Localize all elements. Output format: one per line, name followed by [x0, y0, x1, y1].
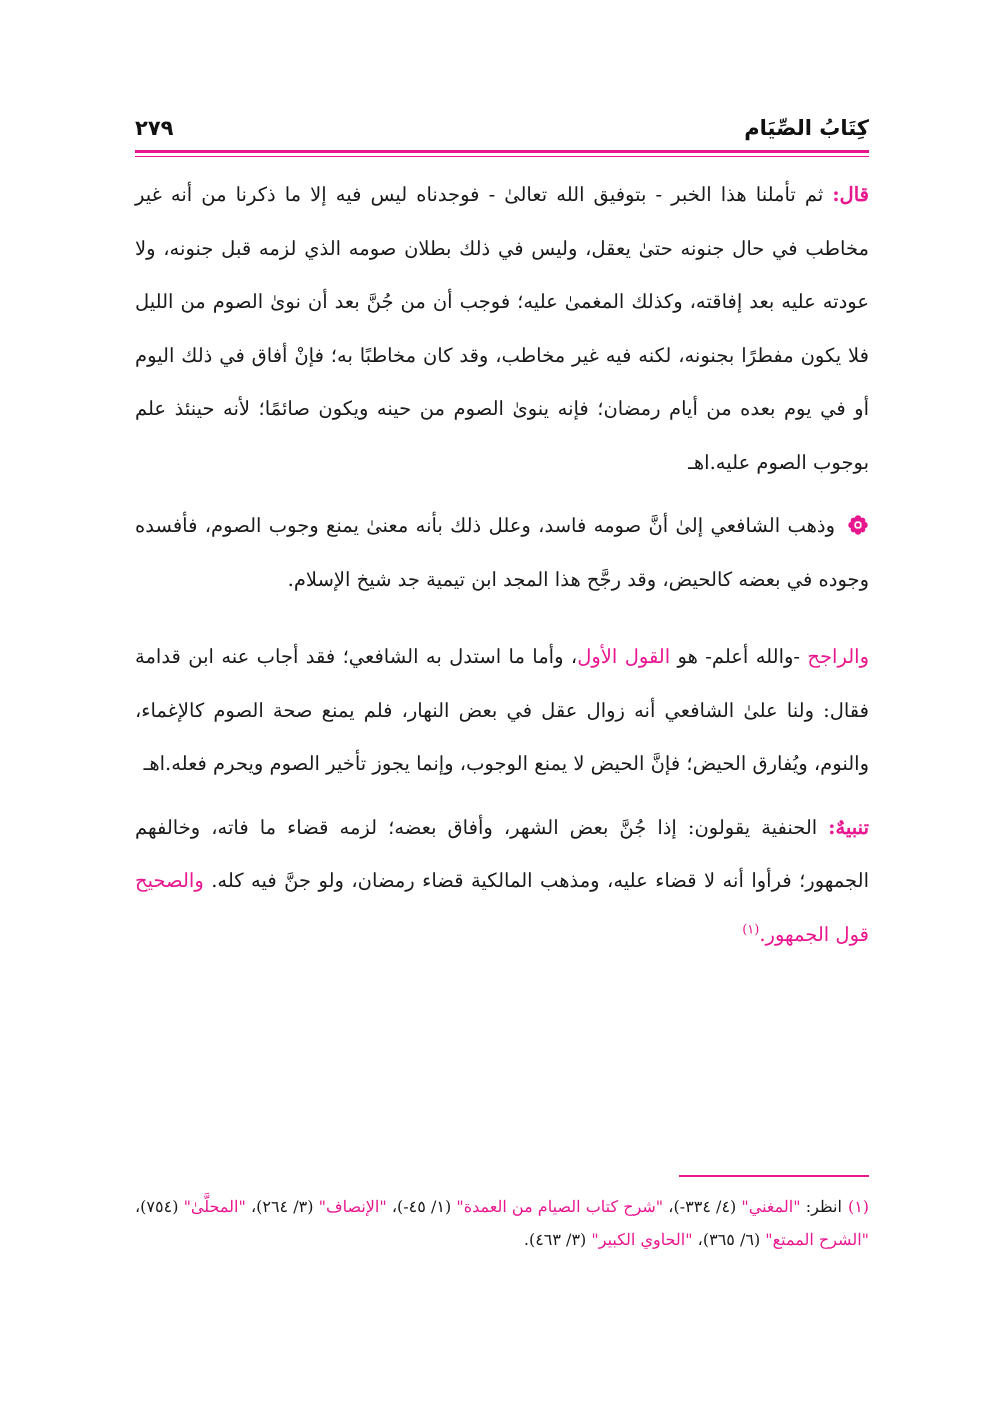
paragraph-3-part1: -والله أعلم- هو: [670, 645, 808, 668]
footnote-source-5: "الشرح الممتع": [765, 1230, 869, 1249]
footnote-ref-2: (١/ ٤٥-)،: [386, 1197, 457, 1216]
header-rule-thick: [135, 150, 869, 153]
footnotes: [135, 1190, 869, 1256]
footnote-ref-6: (٣/ ٤٦٣).: [523, 1230, 592, 1249]
page-header: [135, 112, 869, 148]
paragraph-3: [135, 630, 869, 791]
footnote-source-1: "المغني": [741, 1197, 801, 1216]
book-title: كِتَابُ الصِّيَام: [744, 116, 869, 140]
paragraph-1-text: ثم تأملنا هذا الخبر - بتوفيق الله تعالىٰ - فوجدناه ليس فيه إلا ما ذكرنا من أنه غير مخاطب في حال جنونه حتىٰ يعقل، وليس في ذلك بطلان صومه الذي لزمه قبل جنونه، ولا عودته عليه بعد إفاقته، وكذلك المغمىٰ عليه؛ فوجب أن من جُنَّ بعد أن نوىٰ الصوم من الليل فلا يكون مفطرًا بجنونه، لكنه فيه غير مخاطب، وقد كان مخاطبًا به؛ فإنْ أفاق في ذلك اليوم أو في يوم بعده من أيام رمضان؛ فإنه ينوىٰ الصوم من حينه ويكون صائمًا؛ لأنه حينئذ علم بوجوب الصوم عليه.اهـ: [135, 183, 869, 474]
paragraph-4-lead: تنبيهٌ:: [828, 815, 869, 839]
footnote-prefix: انظر:: [800, 1197, 842, 1216]
footnote-reference[interactable]: (١): [742, 922, 760, 937]
footnote-ref-3: (٣/ ٢٦٤)،: [245, 1197, 319, 1216]
footnote-ref-1: (٤/ ٣٣٤-)،: [663, 1197, 742, 1216]
footnote-source-2: "شرح كتاب الصيام من العمدة": [456, 1197, 664, 1216]
paragraph-1: [135, 168, 869, 489]
paragraph-2: [135, 499, 869, 606]
footnote-1: [135, 1190, 869, 1256]
paragraph-3-highlight: القول الأول: [577, 645, 671, 668]
header-rule-thin: [135, 156, 869, 157]
page-number: ٢٧٩: [135, 116, 174, 140]
footnote-source-6: "الحاوي الكبير": [591, 1230, 693, 1249]
paragraph-2-text: وذهب الشافعي إلىٰ أنَّ صومه فاسد، وعلل ذلك بأنه معنىٰ يمنع وجوب الصوم، فأفسده وجوده في بعضه كالحيض، وقد رجَّح هذا المجد ابن تيمية جد شيخ الإسلام.: [135, 514, 869, 591]
main-text: [135, 168, 869, 961]
footnote-ref-5: (٦/ ٣٦٥)،: [692, 1230, 766, 1249]
paragraph-3-part2: ، وأما ما استدل به الشافعي؛ فقد أجاب عنه ابن قدامة فقال: ولنا علىٰ الشافعي أنه زوال عقل في بعض النهار، فلم يمنع صحة الصوم كالإغماء، والنوم، ويُفارق الحيض؛ فإنَّ الحيض لا يمنع الوجوب، وإنما يجوز تأخير الصوم ويحرم فعله.اهـ: [135, 645, 869, 775]
flower-ornament-icon: [847, 514, 869, 536]
paragraph-1-lead: قال:: [832, 183, 869, 206]
paragraph-4-conclusion: والصحيح قول الجمهور.: [135, 869, 869, 946]
footnote-rule: [679, 1175, 869, 1177]
paragraph-4-text: الحنفية يقولون: إذا جُنَّ بعض الشهر، وأفاق بعضه؛ لزمه قضاء ما فاته، وخالفهم الجمهور؛ فرأوا أنه لا قضاء عليه، ومذهب المالكية قضاء رمضان، ولو جنَّ فيه كله.: [135, 815, 869, 892]
paragraph-3-lead: والراجح: [807, 645, 869, 668]
paragraph-4: [135, 801, 869, 962]
footnote-source-4: "المحلَّىٰ": [183, 1197, 246, 1216]
footnote-source-3: "الإنصاف": [318, 1197, 387, 1216]
footnote-number: (١): [847, 1197, 870, 1216]
footnote-ref-4: (٧٥٤)،: [135, 1197, 184, 1216]
